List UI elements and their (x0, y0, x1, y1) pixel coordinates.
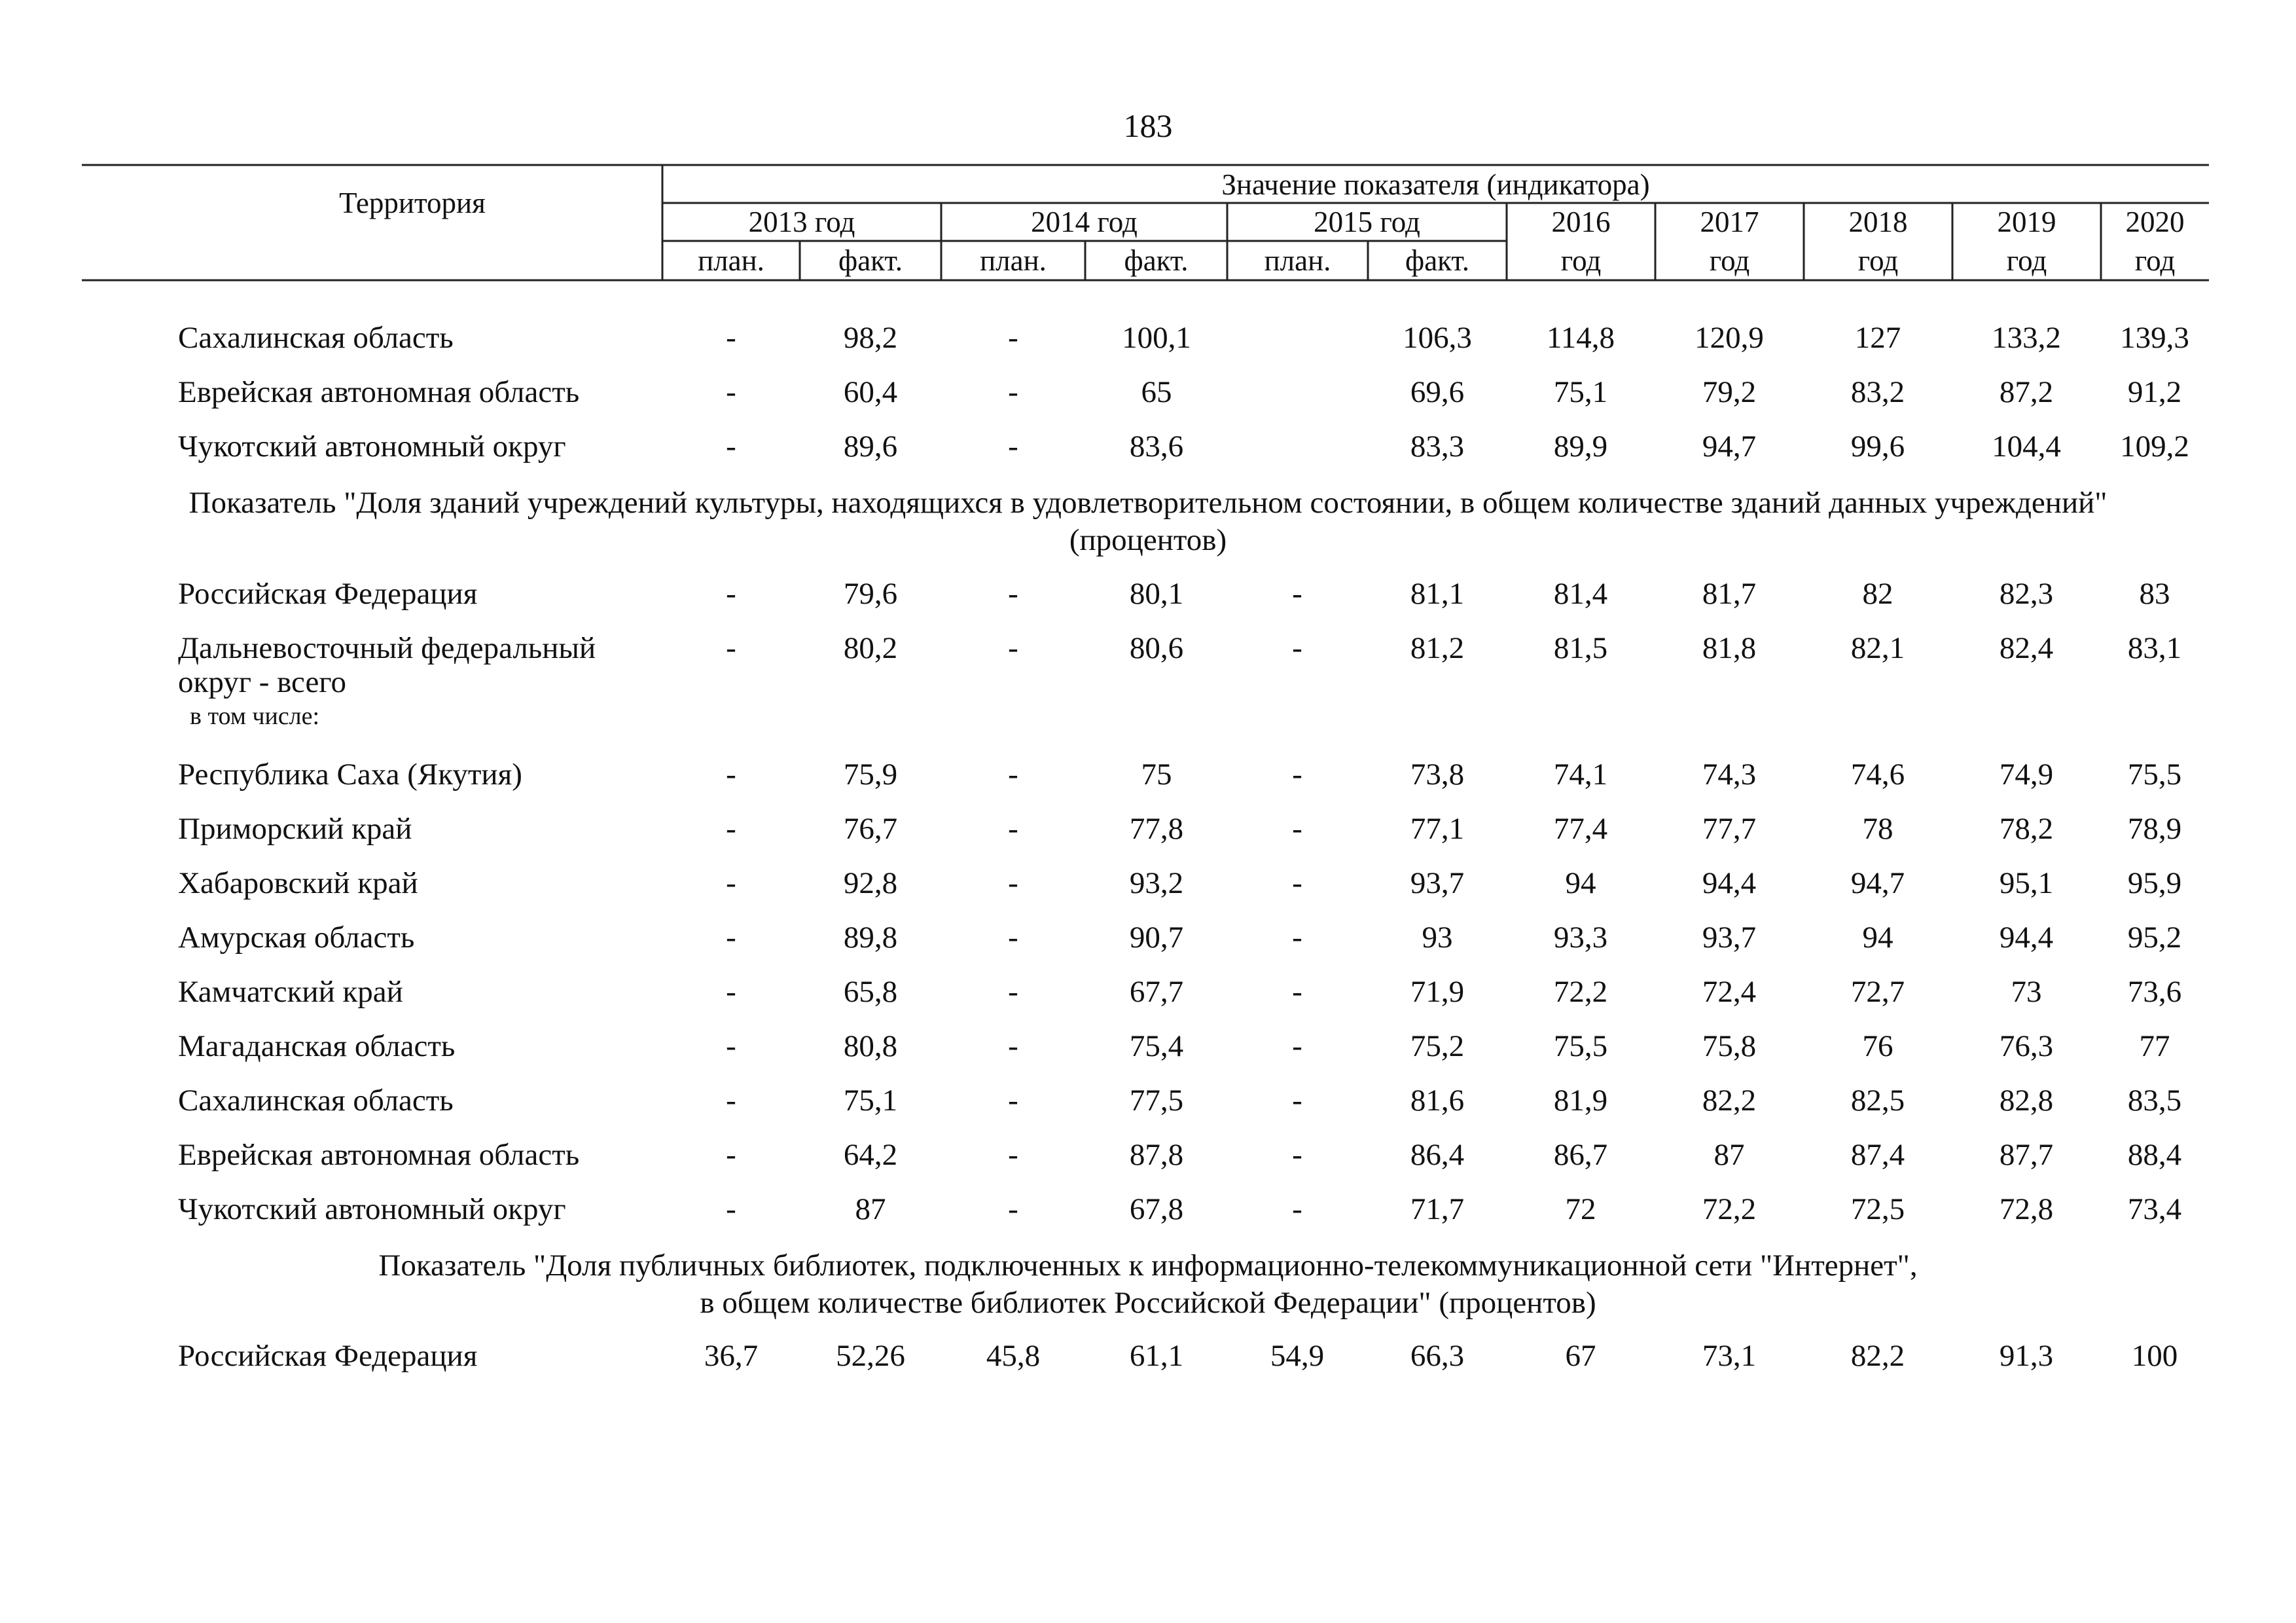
row-value-cell: 120,9 (1695, 321, 1764, 355)
row-value-cell: 77,8 (1129, 812, 1184, 846)
row-value-cell: 79,6 (843, 577, 898, 611)
header-unit-2018: год (1857, 244, 1899, 277)
row-value-cell: 67 (1565, 1339, 1596, 1373)
row-value-cell: 91,3 (1999, 1339, 2054, 1373)
header-plan-2014: план. (980, 244, 1047, 277)
row-subheading: в том числе: (190, 702, 320, 730)
row-value-cell: 82,4 (1999, 631, 2054, 665)
row-value-cell: 133,2 (1992, 321, 2061, 355)
row-value-cell: 127 (1854, 321, 1901, 355)
row-value-cell: 73,1 (1702, 1339, 1757, 1373)
row-value-cell: 77,7 (1702, 812, 1757, 846)
row-value-cell: 77,1 (1410, 812, 1465, 846)
header-year-2013: 2013 год (748, 206, 855, 238)
section-title-libraries: Показатель "Доля публичных библиотек, подключенных к информационно-телекоммуникационной сети "Интернет", (378, 1249, 1918, 1283)
row-value-cell: 93,7 (1410, 866, 1465, 900)
row-value-cell: 94 (1565, 866, 1596, 900)
row-value-cell: 104,4 (1992, 429, 2061, 464)
row-value-cell: 82,3 (1999, 577, 2054, 611)
row-value-cell: 94,7 (1850, 866, 1905, 900)
row-value-cell: 72,2 (1702, 1192, 1757, 1226)
row-value-cell: 81,7 (1702, 577, 1757, 611)
row-value-cell: 83 (2139, 577, 2170, 611)
row-value-cell: 81,4 (1553, 577, 1608, 611)
row-value-cell: 73,4 (2127, 1192, 2182, 1226)
row-territory-name: Сахалинская область (178, 321, 454, 355)
row-value-cell: 93,7 (1702, 921, 1757, 955)
header-year-2019: 2019 (1997, 206, 2056, 238)
row-value-cell: - (726, 1138, 736, 1172)
row-value-cell: 65 (1141, 375, 1172, 409)
row-value-cell: 82,5 (1850, 1084, 1905, 1118)
row-territory-name: Еврейская автономная область (178, 375, 580, 409)
row-value-cell: 71,9 (1410, 975, 1465, 1009)
header-year-2014: 2014 год (1031, 206, 1138, 238)
row-value-cell: 74,3 (1702, 757, 1757, 792)
row-value-cell: - (1008, 1084, 1018, 1118)
row-value-cell: 69,6 (1410, 375, 1465, 409)
header-year-2018: 2018 (1848, 206, 1908, 238)
row-value-cell: 75,8 (1702, 1029, 1757, 1063)
row-territory-name: Еврейская автономная область (178, 1138, 580, 1172)
row-value-cell: 52,26 (836, 1339, 905, 1373)
row-territory-name: Российская Федерация (178, 1339, 478, 1373)
row-value-cell: - (1292, 1029, 1302, 1063)
row-value-cell: 139,3 (2120, 321, 2189, 355)
header-indicator-value: Значение показателя (индикатора) (1221, 168, 1650, 201)
row-value-cell: 78,9 (2127, 812, 2182, 846)
header-year-2015: 2015 год (1314, 206, 1420, 238)
row-value-cell: 93,2 (1129, 866, 1184, 900)
row-value-cell: 95,1 (1999, 866, 2054, 900)
row-value-cell: 82,2 (1702, 1084, 1757, 1118)
row-value-cell: - (1008, 631, 1018, 665)
row-value-cell: 87,8 (1129, 1138, 1184, 1172)
row-value-cell: - (1292, 1138, 1302, 1172)
row-value-cell: - (1008, 921, 1018, 955)
row-value-cell: 94,7 (1702, 429, 1757, 464)
row-value-cell: 74,1 (1553, 757, 1608, 792)
row-value-cell: 89,8 (843, 921, 898, 955)
row-territory-name: Российская Федерация (178, 577, 478, 611)
row-value-cell: - (1292, 631, 1302, 665)
row-value-cell: 100,1 (1122, 321, 1191, 355)
row-value-cell: 77 (2139, 1029, 2170, 1063)
row-value-cell: 54,9 (1270, 1339, 1325, 1373)
header-year-2017: 2017 (1700, 206, 1759, 238)
row-territory-name: Хабаровский край (178, 866, 418, 900)
row-value-cell: 61,1 (1129, 1339, 1184, 1373)
row-value-cell: 86,7 (1553, 1138, 1608, 1172)
row-value-cell: 80,8 (843, 1029, 898, 1063)
row-territory-name: Чукотский автономный округ (178, 1192, 566, 1226)
header-unit-2019: год (2006, 244, 2047, 277)
row-value-cell: 83,6 (1129, 429, 1184, 464)
section-title-libraries-line2: в общем количестве библиотек Российской Федерации" (процентов) (700, 1286, 1596, 1320)
row-value-cell: - (1292, 866, 1302, 900)
row-value-cell: - (1008, 321, 1018, 355)
row-value-cell: 98,2 (843, 321, 898, 355)
row-value-cell: 90,7 (1129, 921, 1184, 955)
row-value-cell: 76,7 (843, 812, 898, 846)
row-value-cell: 45,8 (986, 1339, 1041, 1373)
row-value-cell: - (726, 975, 736, 1009)
row-value-cell: - (1008, 866, 1018, 900)
row-value-cell: - (1008, 1138, 1018, 1172)
row-value-cell: 89,9 (1553, 429, 1608, 464)
row-value-cell: 74,9 (1999, 757, 2054, 792)
row-value-cell: 83,2 (1850, 375, 1905, 409)
header-fact-2015: факт. (1405, 244, 1469, 277)
row-value-cell: 93,3 (1553, 921, 1608, 955)
row-value-cell: 75,4 (1129, 1029, 1184, 1063)
row-value-cell: - (726, 757, 736, 792)
row-value-cell: 80,2 (843, 631, 898, 665)
row-value-cell: - (1292, 1084, 1302, 1118)
row-value-cell: 100 (2131, 1339, 2178, 1373)
row-value-cell: 81,2 (1410, 631, 1465, 665)
row-value-cell: 82,2 (1850, 1339, 1905, 1373)
row-value-cell: 80,1 (1129, 577, 1184, 611)
row-value-cell: 75,5 (1553, 1029, 1608, 1063)
row-value-cell: 67,8 (1129, 1192, 1184, 1226)
row-value-cell: 73,8 (1410, 757, 1465, 792)
row-value-cell: 83,3 (1410, 429, 1465, 464)
row-value-cell: 74,6 (1850, 757, 1905, 792)
row-value-cell: 64,2 (843, 1138, 898, 1172)
row-value-cell: - (726, 812, 736, 846)
row-value-cell: 106,3 (1403, 321, 1472, 355)
row-value-cell: 87,7 (1999, 1138, 2054, 1172)
row-value-cell: - (726, 1192, 736, 1226)
row-value-cell: 73 (2011, 975, 2042, 1009)
row-value-cell: 81,8 (1702, 631, 1757, 665)
row-value-cell: 77,4 (1553, 812, 1608, 846)
row-value-cell: 75,1 (843, 1084, 898, 1118)
row-value-cell: 75,9 (843, 757, 898, 792)
row-value-cell: 87 (855, 1192, 886, 1226)
row-territory-name: Магаданская область (178, 1029, 456, 1063)
row-territory-name-line2: округ - всего (178, 665, 346, 699)
row-value-cell: 86,4 (1410, 1138, 1465, 1172)
row-value-cell: - (1008, 975, 1018, 1009)
row-value-cell: 71,7 (1410, 1192, 1465, 1226)
row-value-cell: 92,8 (843, 866, 898, 900)
row-value-cell: 36,7 (704, 1339, 759, 1373)
row-value-cell: 78,2 (1999, 812, 2054, 846)
row-value-cell: - (1292, 921, 1302, 955)
row-value-cell: 95,2 (2127, 921, 2182, 955)
row-territory-name: Сахалинская область (178, 1084, 454, 1118)
row-value-cell: 94,4 (1999, 921, 2054, 955)
row-value-cell: 114,8 (1546, 321, 1615, 355)
row-value-cell: - (726, 429, 736, 464)
row-value-cell: - (1008, 577, 1018, 611)
row-value-cell: 89,6 (843, 429, 898, 464)
row-value-cell: 73,6 (2127, 975, 2182, 1009)
row-value-cell: 109,2 (2120, 429, 2189, 464)
row-value-cell: 82 (1862, 577, 1893, 611)
header-year-2020: 2020 (2125, 206, 2185, 238)
row-value-cell: - (726, 375, 736, 409)
row-value-cell: 93 (1422, 921, 1453, 955)
row-value-cell: 91,2 (2127, 375, 2182, 409)
row-value-cell: - (726, 577, 736, 611)
row-value-cell: 88,4 (2127, 1138, 2182, 1172)
row-value-cell: 78 (1862, 812, 1893, 846)
row-value-cell: - (1008, 1029, 1018, 1063)
row-value-cell: 94,4 (1702, 866, 1757, 900)
row-value-cell: 79,2 (1702, 375, 1757, 409)
row-value-cell: - (726, 866, 736, 900)
row-value-cell: 77,5 (1129, 1084, 1184, 1118)
row-value-cell: 83,5 (2127, 1084, 2182, 1118)
header-plan-2015: план. (1264, 244, 1331, 277)
row-value-cell: 82,8 (1999, 1084, 2054, 1118)
row-value-cell: 72,4 (1702, 975, 1757, 1009)
row-value-cell: - (726, 1029, 736, 1063)
row-value-cell: 81,6 (1410, 1084, 1465, 1118)
row-value-cell: 80,6 (1129, 631, 1184, 665)
row-value-cell: 87 (1713, 1138, 1745, 1172)
row-value-cell: 75,2 (1410, 1029, 1465, 1063)
row-value-cell: - (1008, 429, 1018, 464)
row-value-cell: - (1008, 375, 1018, 409)
row-territory-name: Камчатский край (178, 975, 403, 1009)
row-value-cell: 81,1 (1410, 577, 1465, 611)
row-value-cell: - (726, 1084, 736, 1118)
row-value-cell: 82,1 (1850, 631, 1905, 665)
row-value-cell: 72,8 (1999, 1192, 2054, 1226)
row-value-cell: 99,6 (1850, 429, 1905, 464)
header-unit-2017: год (1709, 244, 1750, 277)
header-territory: Территория (339, 187, 486, 219)
header-unit-2020: год (2134, 244, 2176, 277)
row-territory-name: Амурская область (178, 921, 415, 955)
row-value-cell: 65,8 (843, 975, 898, 1009)
row-value-cell: 75 (1141, 757, 1172, 792)
row-value-cell: - (1008, 757, 1018, 792)
row-value-cell: 95,9 (2127, 866, 2182, 900)
row-territory-name: Дальневосточный федеральный (178, 631, 596, 665)
row-value-cell: 60,4 (843, 375, 898, 409)
row-value-cell: 87,2 (1999, 375, 2054, 409)
row-value-cell: 81,5 (1553, 631, 1608, 665)
row-value-cell: - (1292, 577, 1302, 611)
row-value-cell: 72,5 (1850, 1192, 1905, 1226)
row-value-cell: 87,4 (1850, 1138, 1905, 1172)
row-value-cell: 83,1 (2127, 631, 2182, 665)
row-value-cell: 72,2 (1553, 975, 1608, 1009)
row-value-cell: 75,5 (2127, 757, 2182, 792)
row-value-cell: - (726, 631, 736, 665)
row-value-cell: - (1292, 1192, 1302, 1226)
header-plan-2013: план. (698, 244, 764, 277)
section-title-buildings: Показатель "Доля зданий учреждений культуры, находящихся в удовлетворительном состоянии, в общем количестве зданий данных учреждений" (188, 486, 2108, 520)
header-year-2016: 2016 (1551, 206, 1611, 238)
row-value-cell: - (1008, 812, 1018, 846)
row-territory-name: Чукотский автономный округ (178, 429, 566, 464)
row-value-cell: - (1292, 975, 1302, 1009)
header-fact-2014: факт. (1124, 244, 1189, 277)
row-value-cell: 66,3 (1410, 1339, 1465, 1373)
row-value-cell: 72,7 (1850, 975, 1905, 1009)
row-value-cell: 72 (1565, 1192, 1596, 1226)
row-value-cell: 94 (1862, 921, 1893, 955)
header-fact-2013: факт. (838, 244, 903, 277)
row-value-cell: 75,1 (1553, 375, 1608, 409)
row-value-cell: 67,7 (1129, 975, 1184, 1009)
row-value-cell: - (1292, 812, 1302, 846)
row-value-cell: - (726, 321, 736, 355)
header-unit-2016: год (1560, 244, 1602, 277)
row-value-cell: - (1292, 757, 1302, 792)
row-territory-name: Республика Саха (Якутия) (178, 757, 522, 792)
row-value-cell: 76 (1862, 1029, 1893, 1063)
row-territory-name: Приморский край (178, 812, 412, 846)
row-value-cell: - (726, 921, 736, 955)
page-number: 183 (1123, 107, 1173, 144)
section-title-buildings-units: (процентов) (1069, 523, 1227, 557)
row-value-cell: 76,3 (1999, 1029, 2054, 1063)
row-value-cell: 81,9 (1553, 1084, 1608, 1118)
row-value-cell: - (1008, 1192, 1018, 1226)
